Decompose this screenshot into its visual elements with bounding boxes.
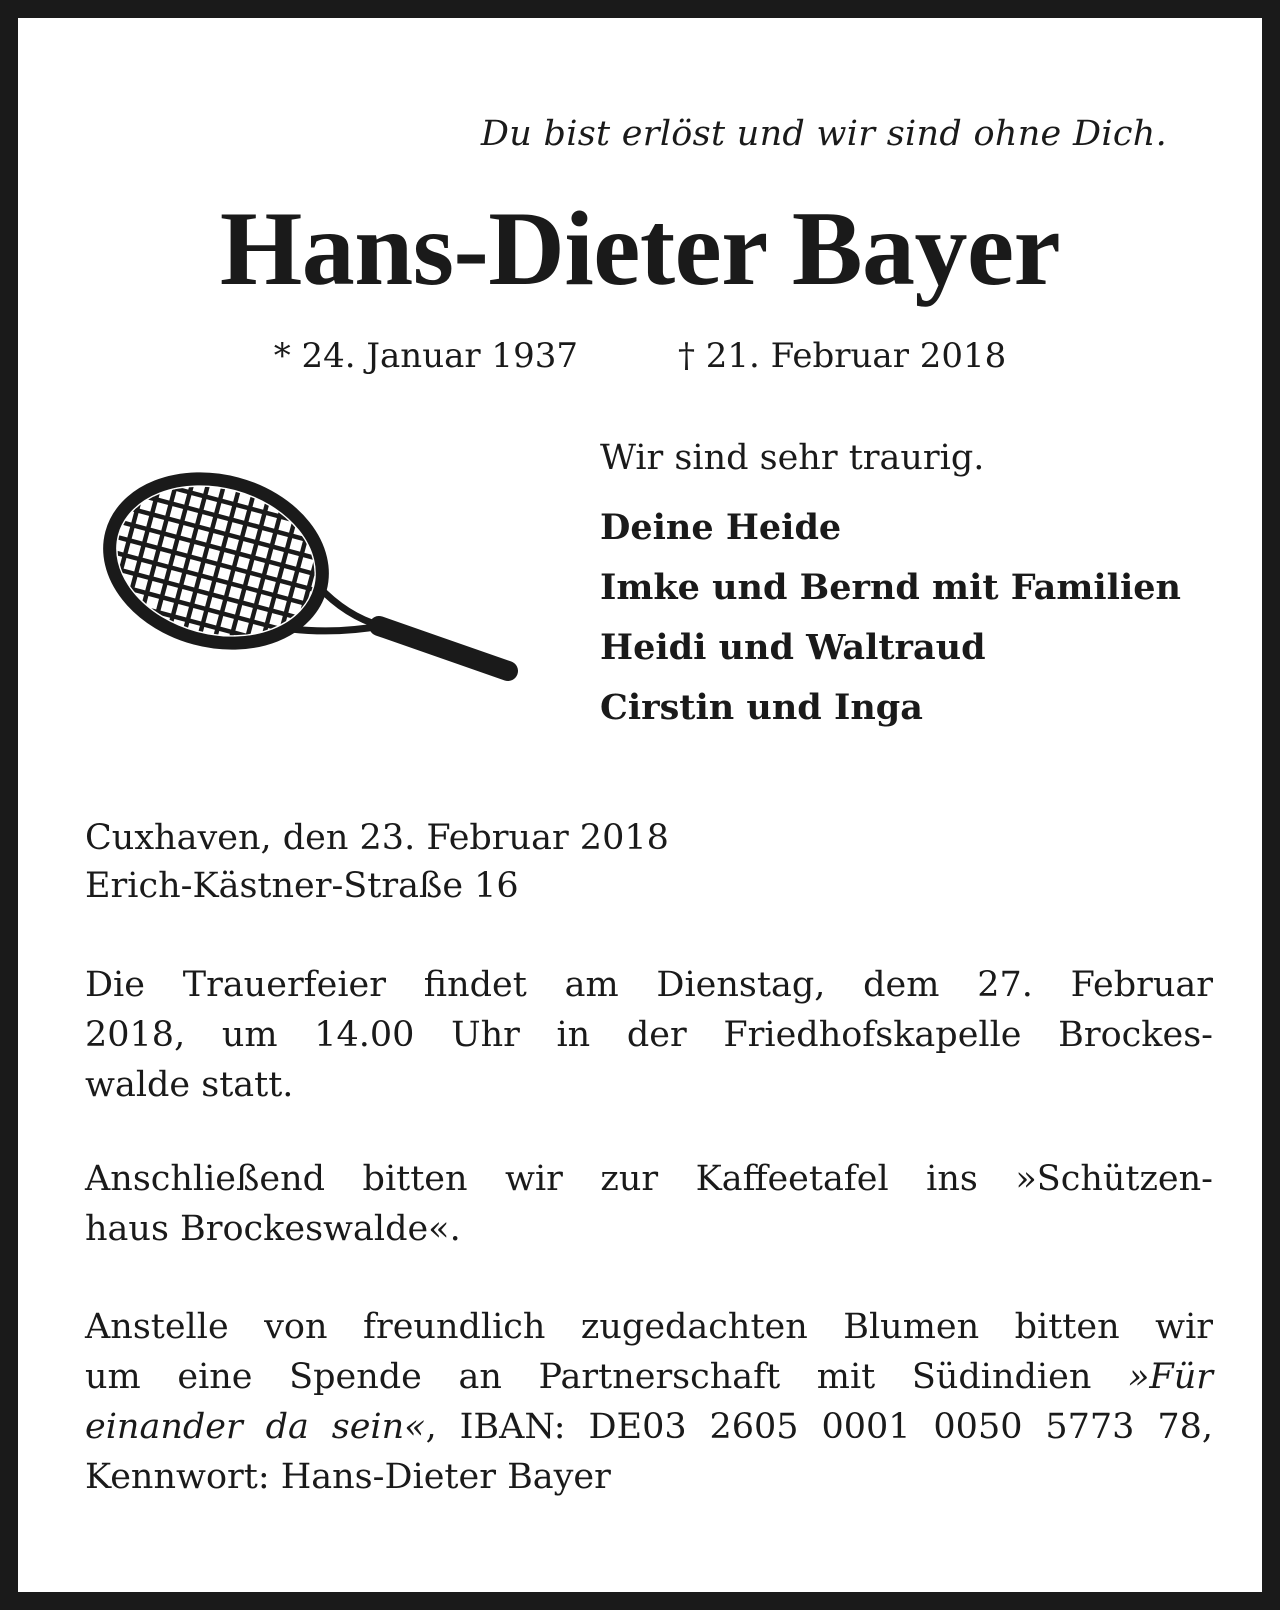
mourners-list	[600, 508, 1181, 748]
life-dates	[18, 336, 1262, 376]
donation-line: Kennwort: Hans-Dieter Bayer	[85, 1457, 611, 1497]
ceremony-paragraph	[85, 960, 1213, 1110]
birth-date: * 24. Januar 1937	[273, 336, 578, 376]
place-date: Cuxhaven, den 23. Februar 2018	[85, 818, 669, 858]
mourner: Cirstin und Inga	[600, 687, 923, 728]
mourner: Deine Heide	[600, 507, 842, 548]
coffee-line: haus Brockeswalde«.	[85, 1209, 461, 1249]
death-date: † 21. Februar 2018	[677, 336, 1007, 376]
coffee-paragraph	[85, 1154, 1213, 1254]
coffee-line: Anschließend bitten wir zur Kaffeetafel ins »Schützen-	[85, 1159, 1213, 1199]
obituary-frame	[18, 18, 1262, 1592]
motto: Du bist erlöst und wir sind ohne Dich.	[480, 114, 1167, 154]
intro-line: Wir sind sehr traurig.	[600, 438, 985, 478]
mourner: Imke und Bernd mit Familien	[600, 567, 1181, 608]
donation-paragraph	[85, 1302, 1213, 1502]
tennis-racket-icon	[96, 466, 541, 716]
ceremony-line: walde statt.	[85, 1065, 294, 1105]
donation-text: um eine Spende an Partnerschaft mit Südindien	[85, 1357, 1129, 1397]
ceremony-line: Die Trauerfeier findet am Dienstag, dem 27. Februar	[85, 965, 1213, 1005]
donation-line	[85, 1402, 1213, 1452]
donation-project-name: »Für	[1128, 1357, 1213, 1397]
mourner: Heidi und Waltraud	[600, 627, 986, 668]
address: Erich-Kästner-Straße 16	[85, 866, 519, 906]
donation-line: Anstelle von freundlich zugedachten Blumen bitten wir	[85, 1307, 1213, 1347]
donation-iban: , IBAN: DE03 2605 0001 0050 5773 78,	[425, 1407, 1213, 1447]
ceremony-line: 2018, um 14.00 Uhr in der Friedhofskapelle Brockes-	[85, 1015, 1213, 1055]
donation-line	[85, 1352, 1213, 1402]
donation-project-name: einander da sein«	[85, 1407, 426, 1447]
deceased-name: Hans-Dieter Bayer	[219, 190, 1061, 307]
place-and-address	[85, 814, 669, 910]
